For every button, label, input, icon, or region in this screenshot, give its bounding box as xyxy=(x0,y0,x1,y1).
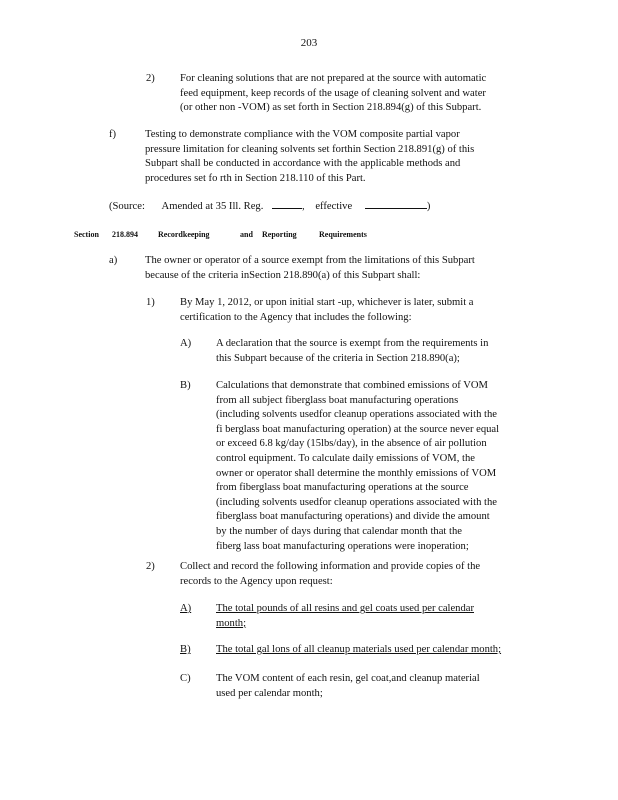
text-line: The total gal lons of all cleanup materials used per calendar month; xyxy=(216,644,502,655)
paragraph-text xyxy=(180,72,522,116)
paragraph-text xyxy=(216,643,541,658)
paragraph-label: 1) xyxy=(146,297,155,308)
text-line: control equipment. To calculate daily emissions of VOM, the xyxy=(216,452,475,464)
text-line: pressure limitation for cleaning solvents set forthin Section 218.891(g) of this xyxy=(145,143,475,155)
text-line: Subpart shall be conducted in accordance with the applicable methods and xyxy=(145,158,461,170)
section-title-word: and xyxy=(240,230,253,239)
text-line: records to the Agency upon request: xyxy=(180,575,333,587)
paragraph-label: C) xyxy=(180,673,191,684)
text-line: this Subpart because of the criteria in Section 218.890(a); xyxy=(216,352,460,364)
paragraph-label: 2) xyxy=(146,73,155,84)
source-note xyxy=(109,199,430,215)
section-title-word: Reporting xyxy=(262,230,297,239)
text-line: fiberg lass boat manufacturing operations were inoperation; xyxy=(216,540,469,552)
text-line: because of the criteria inSection 218.890(a) of this Subpart shall: xyxy=(145,269,421,281)
paragraph-text xyxy=(216,672,516,701)
text-line: certification to the Agency that includes the following: xyxy=(180,311,412,323)
text-line: The total pounds of all resins and gel coats used per calendar xyxy=(216,603,474,614)
section-title-word: Recordkeeping xyxy=(158,230,210,239)
paragraph-label: A) xyxy=(180,338,192,349)
text-line: from fiberglass boat manufacturing operations at the source xyxy=(216,482,469,494)
section-number: 218.894 xyxy=(112,230,138,239)
blank-line xyxy=(365,199,427,209)
text-line: from all subject fiberglass boat manufacturing operations xyxy=(216,394,459,406)
text-line: (including solvents usedfor cleanup operations associated with the xyxy=(216,409,497,421)
text-line: month; xyxy=(216,617,247,629)
text-line: Testing to demonstrate compliance with the VOM composite partial vapor xyxy=(145,129,460,140)
source-sep: , xyxy=(302,201,305,212)
page-number: 203 xyxy=(300,37,318,49)
text-line: The VOM content of each resin, gel coat,and cleanup material xyxy=(216,673,480,684)
paragraph-text xyxy=(145,254,515,283)
text-line: The owner or operator of a source exempt from the limitations of this Subpart xyxy=(145,255,475,266)
paragraph-label: f) xyxy=(109,129,117,140)
paragraph-text xyxy=(180,560,522,589)
paragraph-label: B) xyxy=(180,380,191,391)
text-line: or exceed 6.8 kg/day (15lbs/day), in the absence of air pollution xyxy=(216,438,487,450)
text-line: By May 1, 2012, or upon initial start -up, whichever is later, submit a xyxy=(180,297,474,308)
text-line: fi berglass boat manufacturing operation) at the source never equal xyxy=(216,423,500,435)
text-line: fiberglass boat manufacturing operations) and divide the amount xyxy=(216,511,490,523)
section-title-word: Requirements xyxy=(319,230,367,239)
paragraph-label: B) xyxy=(180,644,191,655)
text-line: procedures set fo rth in Section 218.110 of this Part. xyxy=(145,172,366,184)
paragraph-text xyxy=(145,128,505,186)
blank-line xyxy=(272,199,302,209)
paragraph-text xyxy=(216,337,526,366)
source-close: ) xyxy=(426,201,431,212)
paragraph-label: 2) xyxy=(146,561,155,572)
source-effective: effective xyxy=(315,201,353,212)
paragraph-text xyxy=(180,296,515,325)
text-line: For cleaning solutions that are not prepared at the source with automatic xyxy=(180,73,487,84)
text-line: feed equipment, keep records of the usage of cleaning solvent and water xyxy=(180,87,486,99)
source-open: (Source: xyxy=(109,201,145,212)
paragraph-text xyxy=(216,379,536,554)
source-text: Amended at 35 Ill. Reg. xyxy=(161,201,264,212)
text-line: A declaration that the source is exempt from the requirements in xyxy=(216,338,489,349)
text-line: (including solvents usedfor cleanup operations associated with the xyxy=(216,496,497,508)
text-line: (or other non -VOM) as set forth in Section 218.894(g) of this Subpart. xyxy=(180,102,482,114)
text-line: Collect and record the following information and provide copies of the xyxy=(180,561,481,572)
paragraph-label: a) xyxy=(109,255,118,266)
text-line: owner or operator shall determine the monthly emissions of VOM xyxy=(216,467,497,479)
paragraph-label: A) xyxy=(180,603,192,614)
text-line: by the number of days during that calendar month that the xyxy=(216,525,462,537)
paragraph-text xyxy=(216,602,516,631)
section-label: Section xyxy=(74,230,99,239)
text-line: used per calendar month; xyxy=(216,687,323,699)
text-line: Calculations that demonstrate that combined emissions of VOM xyxy=(216,380,488,391)
